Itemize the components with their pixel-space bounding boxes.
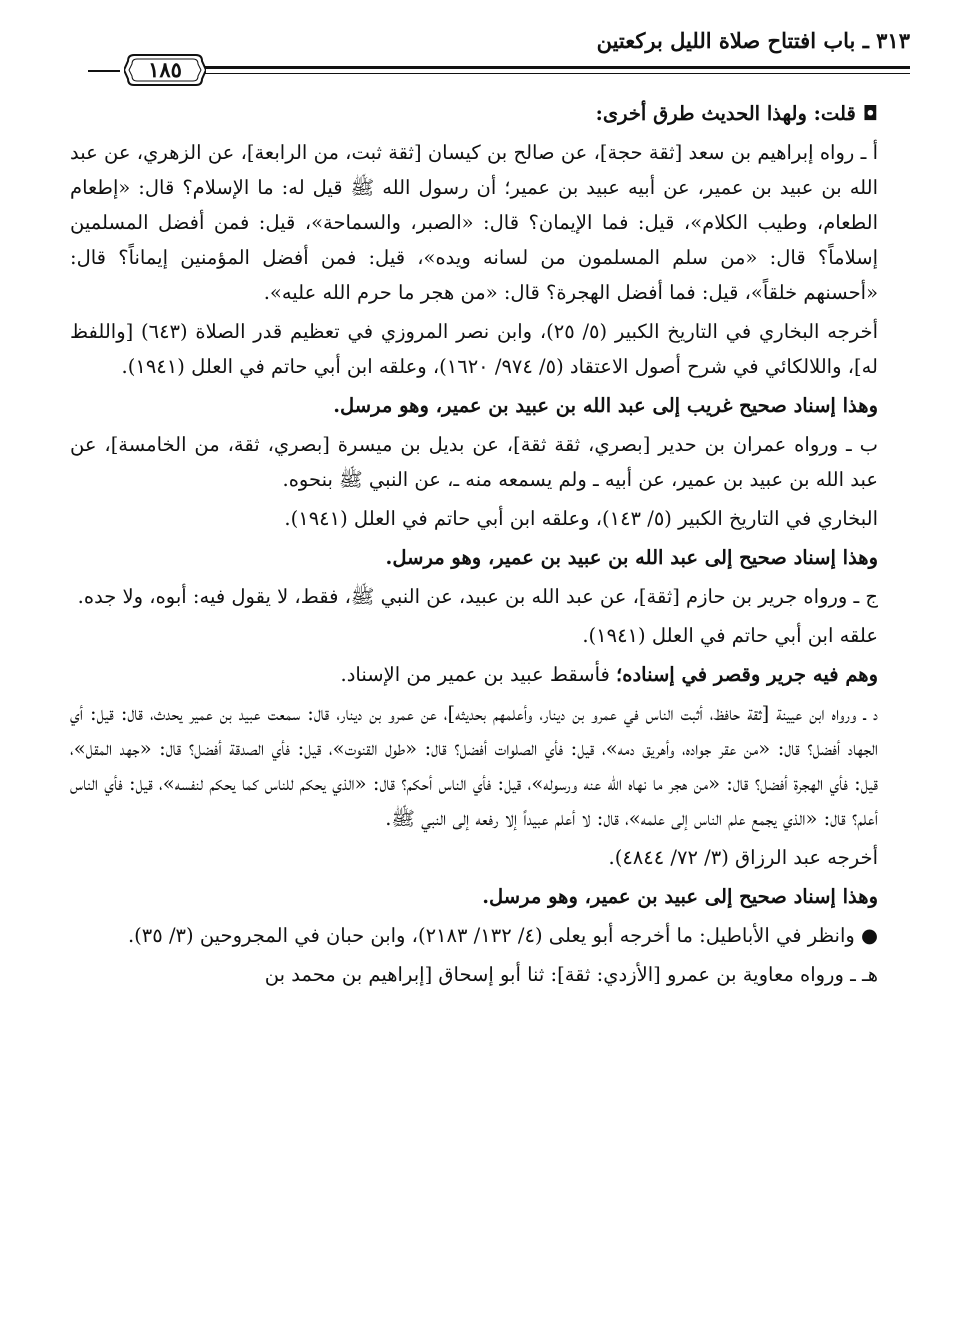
- narration-a: أ ـ رواه إبراهيم بن سعد [ثقة حجة]، عن صالح بن كيسان [ثقة ثبت، من الرابعة]، عن الزهري، عن عبد الله بن عبيد بن عمير، عن أبيه عبيد بن عمير؛ أن رسول الله ﷺ قيل له: ما الإسلام؟ قال: «إطعام الطعام، وطيب الكلام»، قيل: فما الإيمان؟ قال: «الصبر، والسماحة»، قيل: فمن أفضل المسلمين إسلاماً؟ قال: «من سلم المسلمون من لسانه ويده»، قيل: فمن أفضل المؤمنين إيماناً؟ قال: «أحسنهم خلقاً»، قيل: فما أفضل الهجرة؟ قال: «من هجر ما حرم الله عليه».: [70, 141, 878, 304]
- page-number: ١٨٥: [148, 57, 182, 82]
- ruling-a: وهذا إسناد صحيح غريب إلى عبد الله بن عبيد بن عمير، وهو مرسل.: [333, 394, 878, 417]
- page-body: [70, 96, 910, 996]
- takhrij-d: أخرجه عبد الرزاق (٣/ ٧٢/ ٤٨٤٤).: [608, 846, 878, 869]
- takhrij-c: علقه ابن أبي حاتم في العلل (١٩٤١).: [582, 624, 878, 647]
- ruling-c-bold: وهم فيه جرير وقصر في إسناده؛: [616, 663, 878, 686]
- narration-d: د ـ ورواه ابن عيينة [ثقة حافظ، أثبت الناس في عمرو بن دينار، وأعلمهم بحديثه]، عن عمرو بن دينار، قال: سمعت عبيد بن عمير يحدث، قال: قيل: أي الجهاد أفضل؟ قال: «من عقر جواده، وأهريق دمه»، قيل: فأي الصلوات أفضل؟ قال: «طول القنوت»، قيل: فأي الصدقة أفضل؟ قال: «جهد المقل»، قيل: فأي الهجرة أفضل؟ قال: «من هجر ما نهاه الله عنه ورسوله»، قيل: فأي الناس أحكم؟ قال: «الذي يحكم للناس كما يحكم لنفسه»، قيل: فأي الناس أعلم؟ قال: «الذي يجمع علم الناس إلى علمه»، قال: لا أعلم عبيداً إلا رفعه إلى النبي ﷺ.: [70, 702, 878, 830]
- narration-e: هـ ـ ورواه معاوية بن عمرو [الأزدي: ثقة]: ثنا أبو إسحاق [إبراهيم بن محمد بن: [264, 963, 878, 986]
- chapter-title: ٣١٣ ـ باب افتتاح صلاة الليل بركعتين: [596, 28, 910, 53]
- section-heading: ◘ قلت: ولهذا الحديث طرق أخرى:: [595, 102, 878, 125]
- header-rule-thin: [198, 73, 910, 74]
- see-also-note: ● وانظر في الأباطيل: ما أخرجه أبو يعلى (٤/ ١٣٢/ ٢١٨٣)، وابن حبان في المجروحين (٣/ ٣٥).: [127, 924, 878, 947]
- ruling-c: [70, 657, 910, 692]
- narration-c: ج ـ ورواه جرير بن حازم [ثقة]، عن عبد الله بن عبيد، عن النبي ﷺ، فقط، لا يقول فيه: أبوه، ولا جده.: [77, 585, 878, 608]
- header-rule-left: [88, 70, 120, 72]
- ruling-c-rest: فأسقط عبيد بن عمير من الإسناد.: [340, 663, 617, 686]
- ruling-b: وهذا إسناد صحيح إلى عبد الله بن عبيد بن عمير، وهو مرسل.: [385, 546, 878, 569]
- narration-b: ب ـ ورواه عمران بن حدير [بصري، ثقة ثقة]، عن بديل بن ميسرة [بصري، ثقة، من الخامسة]، عن عبد الله بن عبيد بن عمير، عن أبيه ـ ولم يسمعه منه ـ، عن النبي ﷺ بنحوه.: [70, 433, 878, 491]
- takhrij-a: أخرجه البخاري في التاريخ الكبير (٥/ ٢٥)، وابن نصر المروزي في تعظيم قدر الصلاة (٦٤٣) [واللفظ له]، واللالكائي في شرح أصول الاعتقاد (٥/ ٩٧٤/ ١٦٢٠)، وعلقه ابن أبي حاتم في العلل (١٩٤١).: [70, 320, 878, 378]
- page-header: [88, 26, 910, 96]
- takhrij-b: البخاري في التاريخ الكبير (٥/ ١٤٣)، وعلقه ابن أبي حاتم في العلل (١٩٤١).: [284, 507, 878, 530]
- page-number-badge: [124, 52, 206, 88]
- header-rule: [198, 66, 910, 69]
- ruling-d: وهذا إسناد صحيح إلى عبيد بن عمير، وهو مرسل.: [482, 885, 878, 908]
